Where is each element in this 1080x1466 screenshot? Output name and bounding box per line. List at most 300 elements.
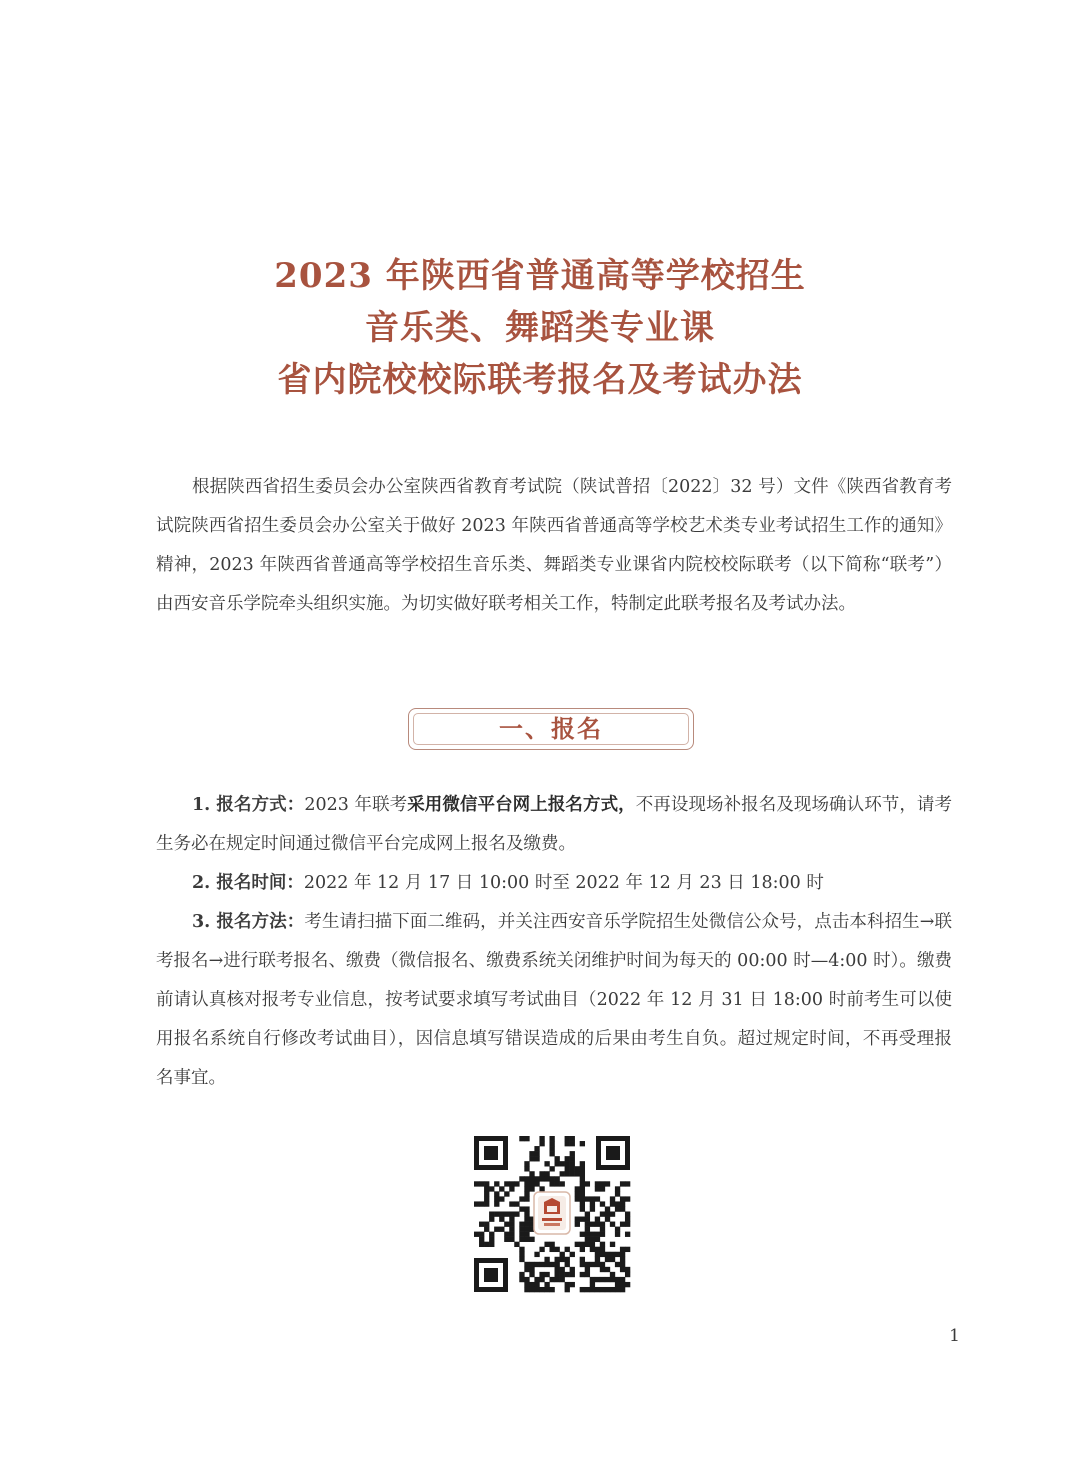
qr-module [514,1201,519,1206]
qr-module [565,1287,570,1292]
qr-module [580,1217,585,1222]
qr-module [489,1211,494,1216]
qr-module [610,1242,615,1247]
qr-module [479,1201,484,1206]
item-emphasis: 采用微信平台网上报名方式， [407,795,636,815]
qr-module [605,1257,610,1262]
qr-module [529,1176,534,1181]
qr-module [544,1282,549,1287]
qr-module [524,1237,529,1242]
qr-module [600,1242,605,1247]
qr-module [560,1277,565,1282]
qr-module [514,1242,519,1247]
qr-module [565,1161,570,1166]
qr-module [509,1227,514,1232]
qr-module [585,1211,590,1216]
qr-module [565,1171,570,1176]
list-item [156,903,952,1098]
qr-module [590,1196,595,1201]
qr-code-graphic [472,1134,632,1294]
page-number: 1 [949,1326,960,1346]
qr-module [479,1232,484,1237]
qr-module [534,1287,539,1292]
qr-module [595,1232,600,1237]
qr-module [494,1211,499,1216]
qr-module [539,1176,544,1181]
qr-module [600,1227,605,1232]
qr-module [570,1282,575,1287]
qr-module [529,1151,534,1156]
qr-module [605,1211,610,1216]
qr-module [549,1247,554,1252]
qr-module [509,1186,514,1191]
qr-module [620,1277,625,1282]
qr-module [585,1217,590,1222]
qr-module [560,1171,565,1176]
qr-module [595,1262,600,1267]
qr-module [615,1227,620,1232]
qr-module [605,1206,610,1211]
qr-module [580,1242,585,1247]
qr-module [590,1232,595,1237]
qr-module [504,1181,509,1186]
qr-module [555,1277,560,1282]
qr-module [504,1232,509,1237]
qr-module [610,1211,615,1216]
qr-module [565,1136,570,1141]
qr-module [570,1151,575,1156]
qr-module [524,1176,529,1181]
qr-module [524,1191,529,1196]
qr-module [484,1186,489,1191]
qr-module [570,1156,575,1161]
qr-module [494,1191,499,1196]
qr-module [570,1141,575,1146]
qr-module [555,1156,560,1161]
qr-module [580,1186,585,1191]
qr-module [509,1181,514,1186]
qr-module [499,1217,504,1222]
qr-module [524,1217,529,1222]
qr-module [499,1227,504,1232]
qr-module [549,1287,554,1292]
qr-module [560,1267,565,1272]
qr-module [620,1206,625,1211]
qr-module [534,1156,539,1161]
qr-module [575,1196,580,1201]
qr-module [575,1171,580,1176]
qr-module [549,1151,554,1156]
qr-module [484,1191,489,1196]
qr-module [519,1247,524,1252]
qr-module [499,1196,504,1201]
qr-module [534,1252,539,1257]
qr-module [605,1181,610,1186]
qr-module [565,1257,570,1262]
qr-module [524,1262,529,1267]
qr-module [494,1181,499,1186]
qr-module [519,1272,524,1277]
qr-module [565,1156,570,1161]
qr-module [625,1196,630,1201]
qr-module [494,1196,499,1201]
qr-module [504,1237,509,1242]
qr-module [479,1222,484,1227]
qr-module [625,1217,630,1222]
qr-module [534,1181,539,1186]
qr-module [544,1161,549,1166]
intro-paragraph: 根据陕西省招生委员会办公室陕西省教育考试院（陕试普招〔2022〕32 号）文件《陕西省教育考试院陕西省招生委员会办公室关于做好 2023 年陕西省普通高等学校艺术类专业考试招生工作的通知》精神，2023 年陕西省普通高等学校招生音乐类、舞蹈类专业课省内院校校际联考（以下简称“联考”）由西安音乐学院牵头组织实施。为切实做好联考相关工作，特制定此联考报名及考试办法。 [156,477,952,614]
qr-module [549,1146,554,1151]
qr-module [489,1186,494,1191]
qr-module [565,1247,570,1252]
qr-module [544,1272,549,1277]
qr-module [585,1242,590,1247]
qr-module [585,1232,590,1237]
qr-module [580,1196,585,1201]
qr-module [524,1136,529,1141]
qr-module [585,1196,590,1201]
qr-module [600,1287,605,1292]
qr-module [544,1171,549,1176]
qr-module [605,1287,610,1292]
qr-module [555,1262,560,1267]
qr-module [565,1282,570,1287]
qr-module [549,1166,554,1171]
xian-conservatory-logo [534,1192,570,1234]
qr-module [585,1272,590,1277]
qr-module [509,1201,514,1206]
title-line-3: 省内院校校际联考报名及考试办法 [277,360,803,400]
qr-module [625,1282,630,1287]
qr-module [570,1272,575,1277]
item-label: 2. 报名时间： [192,873,304,893]
qr-module [625,1247,630,1252]
qr-module [615,1206,620,1211]
item-label: 1. 报名方式： [192,795,305,815]
qr-module [595,1222,600,1227]
qr-module [494,1201,499,1206]
qr-module [595,1247,600,1252]
qr-module [620,1252,625,1257]
qr-module [615,1191,620,1196]
qr-module [570,1171,575,1176]
qr-module [519,1222,524,1227]
registration-items [156,786,952,1098]
qr-module [580,1206,585,1211]
qr-module [615,1282,620,1287]
qr-module [560,1181,565,1186]
qr-module [544,1257,549,1262]
qr-module [549,1262,554,1267]
qr-module [600,1186,605,1191]
qr-module [585,1287,590,1292]
qr-module [539,1186,544,1191]
qr-module [529,1282,534,1287]
qr-module [595,1181,600,1186]
qr-module [524,1227,529,1232]
qr-module [529,1272,534,1277]
qr-module [524,1166,529,1171]
qr-module [615,1186,620,1191]
item-label: 3. 报名方法： [192,912,305,932]
qr-module [509,1232,514,1237]
qr-module [610,1222,615,1227]
qr-module [570,1267,575,1272]
qr-module [519,1206,524,1211]
qr-module [620,1196,625,1201]
qr-module [625,1272,630,1277]
qr-module [620,1247,625,1252]
qr-module [575,1166,580,1171]
qr-module [529,1287,534,1292]
qr-module [615,1252,620,1257]
qr-module [575,1242,580,1247]
qr-module [524,1161,529,1166]
qr-module [534,1146,539,1151]
qr-module [484,1242,489,1247]
qr-module [524,1186,529,1191]
qr-module [615,1262,620,1267]
qr-module [610,1272,615,1277]
qr-module [610,1257,615,1262]
qr-module [595,1186,600,1191]
qr-module [580,1181,585,1186]
qr-module [625,1232,630,1237]
qr-module [504,1191,509,1196]
qr-module [539,1262,544,1267]
qr-module [580,1262,585,1267]
qr-module [590,1242,595,1247]
qr-module [489,1232,494,1237]
qr-module [595,1257,600,1262]
qr-module [585,1237,590,1242]
qr-module [524,1232,529,1237]
qr-module [595,1252,600,1257]
qr-module [620,1181,625,1186]
qr-module [555,1267,560,1272]
qr-module [509,1217,514,1222]
section-heading-box [408,708,694,750]
qr-module [524,1211,529,1216]
qr-module [580,1201,585,1206]
qr-module [570,1166,575,1171]
qr-module [580,1272,585,1277]
qr-module [595,1277,600,1282]
qr-module [600,1181,605,1186]
qr-module [605,1267,610,1272]
qr-module [575,1222,580,1227]
title-line-1: 2023 年陕西省普通高等学校招生 [274,256,806,296]
qr-module [605,1252,610,1257]
qr-module [590,1277,595,1282]
qr-module [519,1277,524,1282]
section-title: 一、报名 [499,714,603,743]
qr-module [519,1196,524,1201]
qr-module [560,1257,565,1262]
qr-module [489,1217,494,1222]
qr-module [484,1201,489,1206]
document-title [0,250,1080,406]
qr-module [575,1186,580,1191]
qr-module [555,1247,560,1252]
qr-module [474,1181,479,1186]
qr-module [565,1262,570,1267]
qr-module [580,1232,585,1237]
qr-module [555,1257,560,1262]
qr-module [519,1136,524,1141]
qr-module [519,1257,524,1262]
qr-module [504,1222,509,1227]
qr-module [489,1242,494,1247]
qr-module [620,1287,625,1292]
qr-module [484,1227,489,1232]
qr-module [590,1201,595,1206]
qr-module [544,1242,549,1247]
qr-module [600,1267,605,1272]
qr-module [474,1232,479,1237]
qr-module [524,1181,529,1186]
qr-module [509,1237,514,1242]
qr-module [524,1196,529,1201]
qr-module [529,1186,534,1191]
qr-module [539,1141,544,1146]
qr-module [600,1252,605,1257]
item-text: 不再设现场补报名及现场确认环节，请考生务必在规定时间通过微信平台完成网上报名及缴费。 [156,795,952,854]
qr-code-icon[interactable] [472,1134,632,1294]
qr-module [570,1252,575,1257]
qr-module [519,1252,524,1257]
qr-module [575,1217,580,1222]
qr-module [585,1227,590,1232]
qr-module [580,1171,585,1176]
qr-module [519,1237,524,1242]
qr-module [549,1242,554,1247]
qr-module [534,1277,539,1282]
qr-module [610,1277,615,1282]
qr-module [484,1181,489,1186]
qr-module [529,1171,534,1176]
qr-module [494,1227,499,1232]
qr-module [514,1181,519,1186]
qr-module [625,1267,630,1272]
title-line-2: 音乐类、舞蹈类专业课 [365,308,715,348]
qr-module [600,1211,605,1216]
item-text: 2022 年 12 月 17 日 10:00 时至 2022 年 12 月 23 日 18:00 时 [303,873,824,893]
qr-module [580,1166,585,1171]
qr-module [565,1141,570,1146]
qr-module [549,1277,554,1282]
qr-module [484,1196,489,1201]
qr-module [529,1262,534,1267]
qr-module [529,1267,534,1272]
qr-module [600,1222,605,1227]
qr-module [580,1141,585,1146]
list-item [156,786,952,864]
qr-module [539,1171,544,1176]
qr-module [524,1222,529,1227]
list-item [156,864,952,903]
qr-module [544,1176,549,1181]
qr-module [585,1267,590,1272]
qr-module [560,1252,565,1257]
qr-module [615,1232,620,1237]
qr-module [560,1272,565,1277]
qr-module [585,1181,590,1186]
qr-module [590,1237,595,1242]
qr-module [529,1181,534,1186]
qr-module [605,1277,610,1282]
qr-module [570,1136,575,1141]
qr-module [590,1282,595,1287]
qr-module [610,1201,615,1206]
qr-module [555,1176,560,1181]
qr-module [595,1196,600,1201]
qr-module [524,1282,529,1287]
qr-module [499,1211,504,1216]
qr-module [509,1211,514,1216]
qr-module [600,1277,605,1282]
qr-module [580,1191,585,1196]
qr-module [519,1176,524,1181]
qr-module [479,1242,484,1247]
qr-module [595,1237,600,1242]
qr-module [479,1237,484,1242]
qr-module [504,1211,509,1216]
qr-module [620,1201,625,1206]
qr-module [534,1176,539,1181]
qr-module [580,1176,585,1181]
item-text: 考生请扫描下面二维码，并关注西安音乐学院招生处微信公众号，点击本科招生→联考报名→进行联考报名、缴费（微信报名、缴费系统关闭维护时间为每天的 00:00 时—4:00 时）。缴费前请认真核对报考专业信息，按考试要求填写考试曲目（2022 年 12 月 31 日 18:00 时前考生可以使用报名系统自行修改考试曲目），因信息填写错误造成的后果由考生自负。超过规定时间，不再受理报名事宜。 [156,912,952,1088]
qr-module [555,1181,560,1186]
qr-module [615,1277,620,1282]
qr-module [524,1287,529,1292]
qr-module [610,1252,615,1257]
qr-module [595,1217,600,1222]
qr-module [534,1151,539,1156]
qr-module [519,1227,524,1232]
qr-module [625,1181,630,1186]
qr-module [580,1287,585,1292]
qr-module [479,1181,484,1186]
qr-module [600,1201,605,1206]
qr-module [549,1181,554,1186]
qr-module [534,1262,539,1267]
qr-module [585,1222,590,1227]
qr-module [529,1237,534,1242]
qr-module [555,1161,560,1166]
qr-module [529,1156,534,1161]
qr-module [514,1211,519,1216]
qr-module [590,1222,595,1227]
qr-module [620,1262,625,1267]
qr-module [484,1222,489,1227]
qr-module [570,1161,575,1166]
qr-module [600,1262,605,1267]
qr-module [620,1222,625,1227]
qr-module [625,1211,630,1216]
qr-module [539,1287,544,1292]
qr-module [544,1262,549,1267]
qr-module [560,1161,565,1166]
qr-module [620,1267,625,1272]
qr-module [620,1282,625,1287]
qr-module [580,1161,585,1166]
qr-module [625,1222,630,1227]
qr-module [544,1287,549,1292]
item-text: 2023 年联考 [304,795,408,815]
qr-module [590,1206,595,1211]
